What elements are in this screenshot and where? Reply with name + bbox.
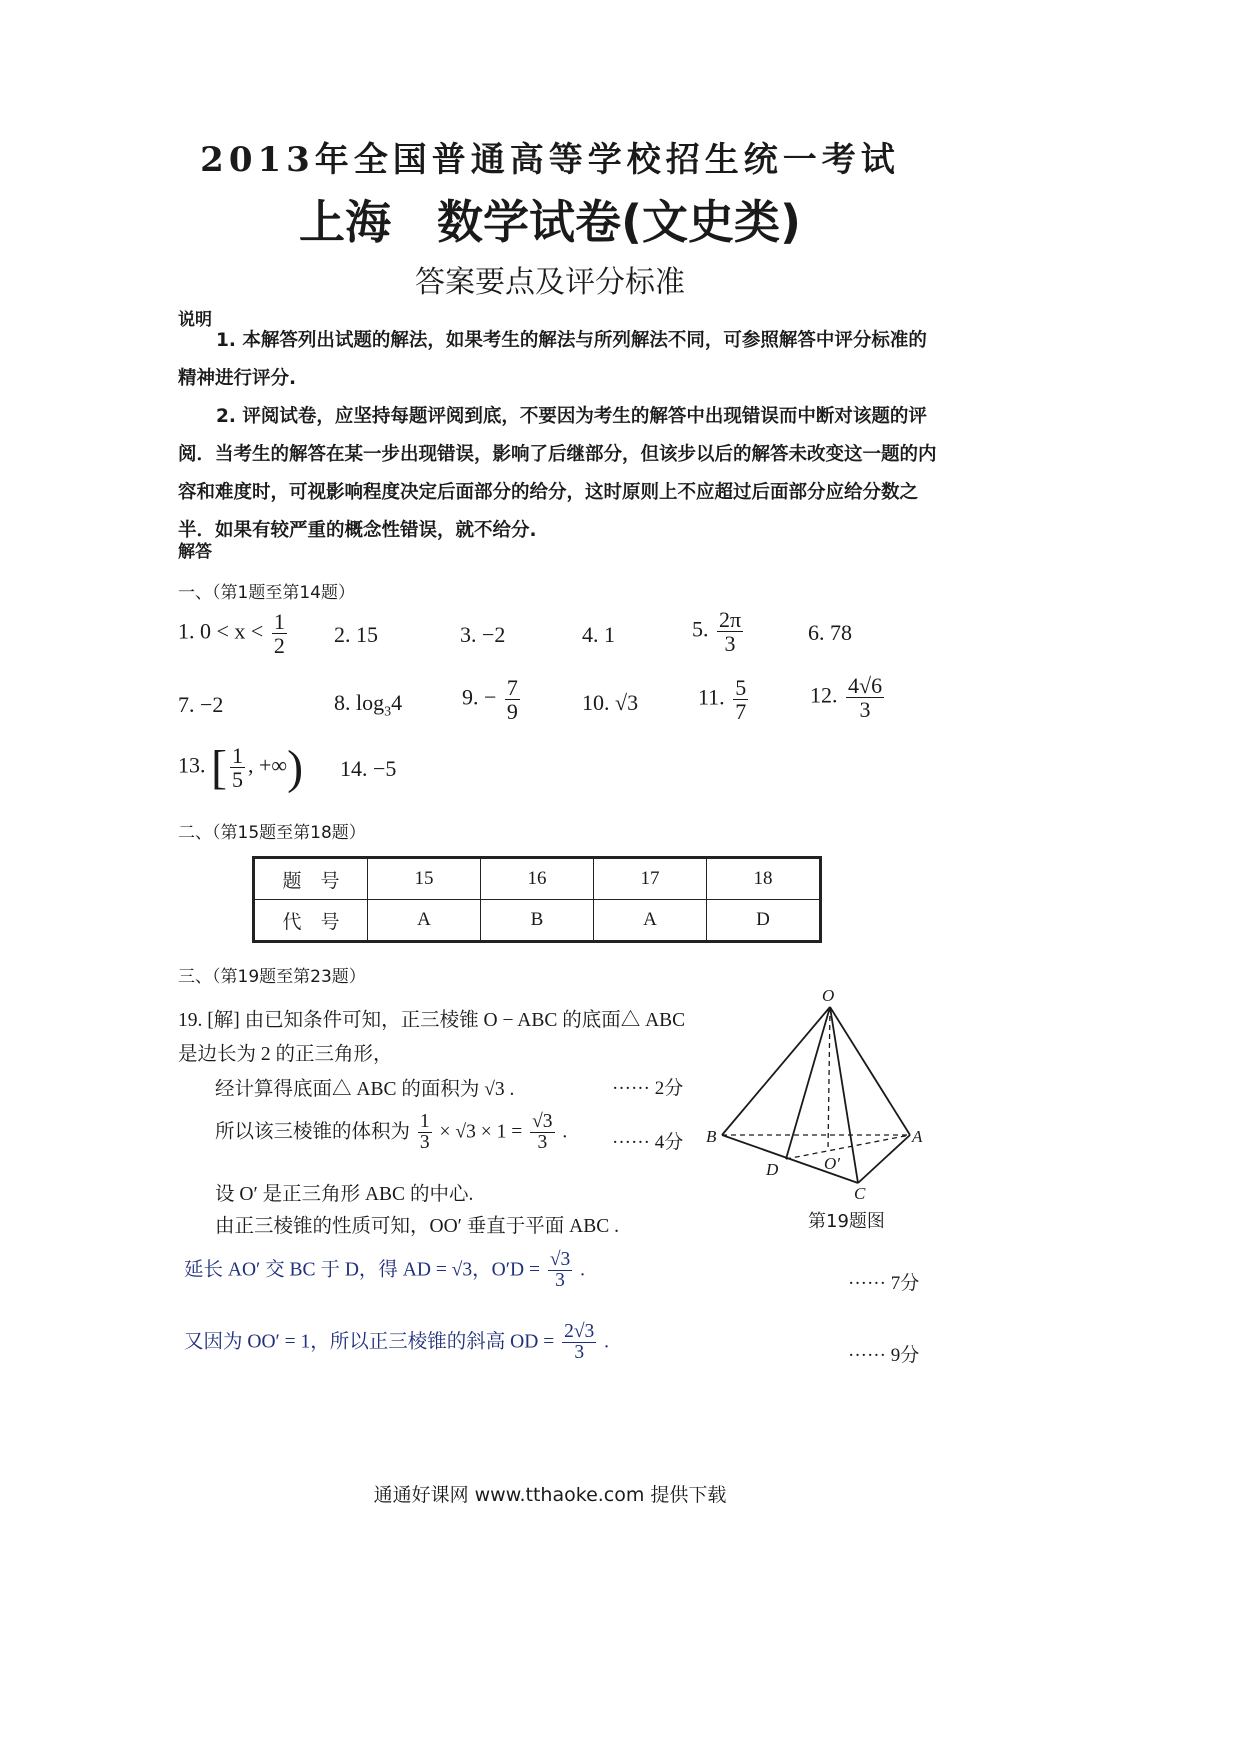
q19-line-6: 由正三棱锥的性质可知，OO′ 垂直于平面 ABC .	[215, 1216, 620, 1237]
q19-line-7: 延长 AO′ 交 BC 于 D，得 AD = √3，O′D = $\frac{√3}{3}$ .	[184, 1249, 586, 1292]
notes-paragraph-1: 1. 本解答列出试题的解法，如果考生的解法与所列解法不同，可参照解答中评分标准的精神进行评分.	[178, 330, 927, 389]
answer-1: 1. 0 < x < $\frac{1}{2}$	[178, 609, 285, 659]
row-label: 代 号	[254, 900, 368, 942]
exam-title: 2013年全国普通高等学校招生统一考试	[200, 140, 900, 180]
answer-8: 8. $\log_34$	[334, 690, 403, 720]
label-O-prime: O′	[824, 1154, 840, 1173]
edge-OO1	[828, 1007, 830, 1151]
q19-line-3: 经计算得底面△ ABC 的面积为 √3 .	[215, 1079, 515, 1100]
paper-subtitle: 答案要点及评分标准	[415, 265, 685, 300]
q19-line-2: 是边长为 2 的正三角形，	[178, 1044, 393, 1065]
answer-3: 3. −2	[460, 622, 506, 647]
answer-2: 2. 15	[334, 622, 378, 647]
answer-4: 4. 1	[582, 622, 615, 647]
q19-line-1: 19. [解] 由已知条件可知，正三棱锥 O − ABC 的底面△ ABC	[178, 1010, 686, 1031]
points-7: ······ 7分	[848, 1273, 920, 1294]
answer-7: 7. −2	[178, 692, 224, 717]
points-4: ······ 4分	[612, 1132, 684, 1153]
table-cell: 16	[481, 858, 594, 900]
answer-11: 11. $\frac{5}{7}$	[698, 675, 747, 725]
edge-CA	[858, 1135, 910, 1183]
table-cell: A	[368, 900, 481, 942]
notes-heading: 说明	[178, 310, 212, 330]
answer-12: 12. $\frac{4√6}{3}$	[810, 673, 883, 723]
label-B: B	[706, 1127, 717, 1146]
notes-paragraph-2: 2. 评阅试卷，应坚持每题评阅到底，不要因为考生的解答中出现错误而中断对该题的评阅．当考生的解答在某一步出现错误，影响了后继部分，但该步以后的解答未改变这一题的内容和难度时，可视影响程度决定后面部分的给分，这时原则上不应超过后面部分应给分数之半．如果有较严重的概念性错误，就不给分.	[178, 406, 937, 541]
q19-line-8: 又因为 OO′ = 1，所以正三棱锥的斜高 OD = $\frac{2√3}{3}$ .	[184, 1321, 610, 1364]
table-cell: A	[594, 900, 707, 942]
answer-6: 6. 78	[808, 620, 852, 645]
table-row	[254, 858, 821, 900]
table-row	[254, 900, 821, 942]
edge-OD	[786, 1007, 830, 1159]
label-O: O	[822, 986, 835, 1005]
label-C: C	[854, 1184, 866, 1203]
answer-9: 9. − $\frac{7}{9}$	[462, 675, 518, 725]
answer-10: 10. √3	[582, 690, 639, 715]
figure-caption: 第19题图	[808, 1211, 885, 1232]
answer-13: 13. [ $\frac{1}{5}$ , +∞)	[178, 741, 304, 794]
q19-line-5: 设 O′ 是正三角形 ABC 的中心.	[215, 1184, 474, 1205]
points-2: ······ 2分	[612, 1078, 684, 1099]
answer-14: 14. −5	[340, 756, 397, 781]
part1-heading: 一、（第1题至第14题）	[178, 583, 355, 603]
table-cell: 17	[594, 858, 707, 900]
table-cell: 18	[707, 858, 821, 900]
answers-heading: 解答	[178, 542, 212, 562]
pyramid-figure	[700, 985, 940, 1245]
part3-heading: 三、（第19题至第23题）	[178, 967, 366, 987]
q19-line-4: 所以该三棱锥的体积为 $\frac{1}{3}$ × √3 × 1 = $\frac{√3}{3}$ .	[215, 1111, 568, 1154]
label-A: A	[912, 1127, 923, 1146]
edge-OB	[722, 1007, 830, 1135]
table-cell: D	[707, 900, 821, 942]
part2-heading: 二、（第15题至第18题）	[178, 823, 366, 843]
paper-title: 上海 数学试卷(文史类)	[298, 195, 802, 249]
edge-OA	[830, 1007, 910, 1135]
row-label: 题 号	[254, 858, 368, 900]
footer-source: 通通好课网 www.tthaoke.com 提供下载	[373, 1484, 727, 1506]
edge-DA	[786, 1135, 910, 1159]
points-9: ······ 9分	[848, 1345, 920, 1366]
answer-5: 5. $\frac{2\pi}{3}$	[692, 607, 742, 657]
label-D: D	[766, 1160, 779, 1179]
answer-table	[252, 856, 822, 943]
table-cell: 15	[368, 858, 481, 900]
table-cell: B	[481, 900, 594, 942]
